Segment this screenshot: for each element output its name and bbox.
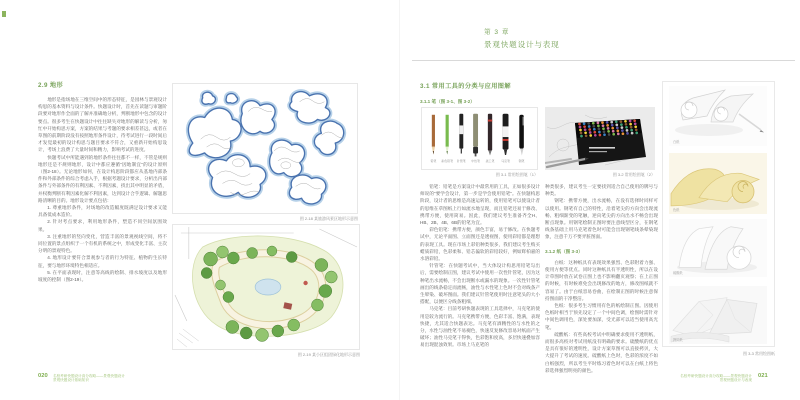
site-plan-figure: [172, 224, 360, 350]
fountain-pen-paragraph: 钢笔：携带方便，出水流畅，在没有选择时同样可以使用。钢笔有自己的特性，沿着笔尖的方向会出现流畅、粗细渐变的笔触，逆向笔尖的方向出水不畅会出现断点现象。用钢笔绘制正图时要注意线型区分，在钢笔线条基础上用马克笔着色时可能会出现钢笔线条晕染现象，注意千万不要弄脏图面。: [545, 198, 658, 240]
right-footer-line-2: 景观快题设计与表现: [719, 378, 752, 383]
marker-set-art: [545, 107, 655, 170]
page-gutter-line: [399, 0, 400, 400]
terrain-key-point-5: 5. 在平面表现时，注意等高线的绘制、排水坡度以及地形坡度的控制（图2-19）。: [38, 269, 167, 283]
terrain-key-point-1: 1. 尊重地形条件，对场地的改造幅度既满足设计要求又能具备低成本造价。: [38, 205, 167, 218]
marker-illustration: [503, 114, 509, 155]
pen-label-6: 马克笔: [501, 159, 510, 164]
paper-label-tracing: 硫酸纸: [673, 271, 683, 275]
left-footer-line-2: 景观快题设计基础知识: [53, 378, 89, 383]
gel-pen-illustration: [473, 114, 478, 157]
tracing-paper-art: [669, 219, 767, 277]
case-label-line-1: [589, 147, 615, 149]
art-pen-illustration: [488, 114, 492, 156]
tracing-paper-paragraph: 硫酸纸：有些高校考试中明确要求使用不透明纸，而很多高校对考试用纸没有明确的要求。硫酸纸的优点是具有很好的透明性，设计方案草图可以直接拷贝，大大提升了考试的速度。硫酸纸上色时，色彩的浓度不如白纸强烈，所以考生平时练习着色时可以在白纸上将色彩选择强烈明亮的颜色。: [545, 331, 658, 373]
left-page-number: 020: [38, 373, 48, 379]
color-pencil-paragraph: 彩色铅笔：携带方便，颜色丰富，易于修改。在快题考试中，无论平面图、立面图还是透视图，使用彩铅都是理想的表现工具。现在市场上彩铅种类很多，我们建议考生购买蜡质彩铅，色彩柔和、铅芯偏软的彩铅较好，例如辉柏嘉的水溶彩铅。: [420, 227, 540, 262]
pen-label-1: 铅笔: [430, 159, 437, 164]
contour-map-art: [173, 84, 357, 213]
subheading-pens: 3.1.1 笔（图 3-1、图 3-2）: [420, 99, 475, 104]
terrain-paragraph-2: 快题考试中所能遇到的地形条件往往都不一样，不管是规则地形还是不规则地形，设计中都应遵循“因地制宜”的设计原则（图2-18）。无论地形如何，在设计构思阶段都应从基地内部条件和外部条件的综合考虑入手，根据考题设计要求，分析出内部条件与外部条件的有利因素、不利因素，找出其中明显的矛盾，并权衡判断有利因素化解不利因素，达到设计合乎逻辑、解题思路清晰的目的。地形设计要点包括：: [38, 154, 167, 203]
copy-paper-art: [669, 286, 767, 344]
tools-text-column-a: [420, 183, 540, 349]
right-page-number: 021: [758, 373, 768, 379]
pens-figure: [421, 107, 538, 170]
contour-map-caption: 图 2-18 某旅游风景区地形示意图: [299, 216, 358, 221]
right-footer-line-1: 名校考研快题设计高分攻略——景观快题设计: [680, 373, 752, 378]
right-footer-lines: [600, 374, 752, 384]
terrain-key-point-3: 3. 注重地形的竖向变化，营造丰富的景观视线空间，将不同位置的景点组织于一个有机的系统之中，形成变化丰富、主次分明的景观特色。: [38, 233, 167, 254]
pen-label-2: 彩色铅笔: [441, 159, 454, 164]
spine-accent-mark: [2, 11, 6, 17]
pond: [255, 279, 281, 295]
tools-text-column-b: [545, 183, 658, 374]
left-footer-lines: [53, 374, 125, 384]
chapter-number: 第 3 章: [484, 29, 510, 36]
marker-set-photo: [545, 107, 655, 170]
markers-caption: 图 3-2 常用绘图笔（2）: [612, 172, 655, 177]
left-footer-line-1: 名校考研快题设计高分攻略——景观快题设计: [53, 373, 125, 378]
site-plan-caption: 图 2-19 某小区组团绿化地形示意图: [297, 352, 360, 357]
terrain-key-point-2: 2. 针对考点要求，利用地形条件，塑造不同空间氛围效果。: [38, 219, 167, 232]
terrain-paragraph-1: 地形是指场地在三维空间中的形态特征，是园林与景观设计构思的基本资料与设计条件。快题设计时，首先在读题与审题阶段要对地形作全面的了解并准确地分析，判断地形中包含的设计要点。很多考生在快题设计中往往缺失对地形的解读与分析，匆忙中开始构思方案，方案的结果与考题的要求相差甚远，或者在草图的前期阶段没有按照地形条件设计，待考试进行一段时间后才发觉最初的设计构思与题目要求不符合，又重新开始构思设计，考场上浪费了大量时间和精力，影响考试的进度。: [38, 97, 167, 153]
pencil-paragraph: 铅笔：铅笔是方案设计中最常用的工具，正如很多设计师说的“要学会设计，第一步是学会使用铅笔”。在快题构思阶段，设计者的思维是高速运转的，使用铅笔可以使设计者的思维在草图纸上行如流水地呈现，而且铅笔还易于修改、携带方便，使用简易。因此，我们建议考生准备齐全H、HB、2B、4B、6B的铅笔为宜。: [420, 184, 540, 226]
colored-paper-paragraph: 色纸：很多考生习惯用有色的纸绘制正图。因使用色纸时相当于预先设定了一个中间色调，绘图时需针对中间色调用色，深处要加深，受光部可以适当使用高光笔。: [545, 303, 658, 330]
paper-label-colored: 色纸: [673, 208, 680, 212]
pen-label-4: 中性笔: [471, 159, 480, 164]
marker-paragraph-continuation: 种类很多，建议考生一定要找到适合自己使用的牌号与种类。: [545, 184, 658, 197]
colored-paper-art: [669, 153, 767, 214]
section-heading-terrain: 2.9 地形: [38, 82, 64, 89]
chapter-rule: [412, 60, 795, 61]
chapter-title: 景观快题设计与表现: [484, 40, 560, 49]
pencil-illustration: [432, 115, 435, 155]
red-accent: [303, 281, 307, 285]
papers-caption: 图 3-3 常用绘图纸: [742, 351, 775, 356]
terrain-key-point-4: 4. 地形设计要符合景观参与者的行为特征、植物的生长特征，要与地形环境特色相适应。: [38, 255, 167, 268]
white-paper-paragraph: 白纸：这种纸具有表现效果强烈、色彩附着力强、使用方便等优点。同时这种纸具有半透明性，所以在设计草图时放在试卷正图上也不影响翻页观察；在上正图的时候，有时候难免会出现修改的地方，修改图纸就不容易了。由于白纸容易卷曲，在绘制正图的时候注意保持图面的干净整洁。: [545, 259, 658, 301]
pen-label-3: 针管笔: [456, 159, 466, 164]
site-plan-art: [173, 225, 359, 349]
paper-label-copy: 拷贝纸: [673, 338, 683, 342]
pen-label-7: 钢笔: [518, 159, 525, 164]
paper-photo-colored: [669, 153, 767, 214]
paper-photo-tracing: [669, 219, 767, 277]
fineliner-paragraph: 针管笔：在快题考试中，当大体设计构思用铅笔勾出后，需要绘制正图，建议考试中使用一次性针管笔，因为这种笔出水流畅，不会出现断水或漏水的现象。一次性针管笔画出的线条稳定而流畅，油性与水性笔上色时不会对线条产生晕染、破坏图面。我们建议针管笔使用时注意笔头的大小搭配，以便区分线条粗细。: [420, 263, 540, 305]
subheading-paper: 3.1.2 纸（图 3-3）: [545, 248, 583, 254]
case-label-line-2: [589, 151, 607, 152]
paper-photos-box: [662, 81, 775, 347]
pens-art: [422, 108, 537, 169]
paper-label-white: 白纸: [673, 140, 680, 144]
section-heading-tools: 3.1 常用工具的分类与应用图解: [420, 83, 511, 90]
marker-paragraph: 马克笔：目前考研快题表现的工具选择中，马克笔的使用是较为流行的。马克笔携带方便，色彩丰富、饱满，表现快捷，尤其适合快题表达。马克笔有酒精性的与水性的之分，水性与油性笔不易褪色，快速反复修改容易对纸面产生破坏；油性马克笔干得快，色彩饱和度高，多层快速叠加容易出现混浊效果。市场上马克笔的: [420, 306, 540, 348]
color-pencil-illustration: [446, 115, 449, 155]
pens-caption: 图 3-1 常用绘图笔（1）: [495, 172, 538, 177]
fineliner-illustration: [459, 114, 463, 154]
contour-map-figure: [172, 83, 358, 214]
pen-label-5: 美工笔: [485, 159, 495, 164]
paper-photo-white: [669, 86, 767, 146]
white-paper-art: [669, 86, 767, 146]
terrain-text-column: [38, 96, 167, 283]
paper-photo-copy: [669, 286, 767, 344]
